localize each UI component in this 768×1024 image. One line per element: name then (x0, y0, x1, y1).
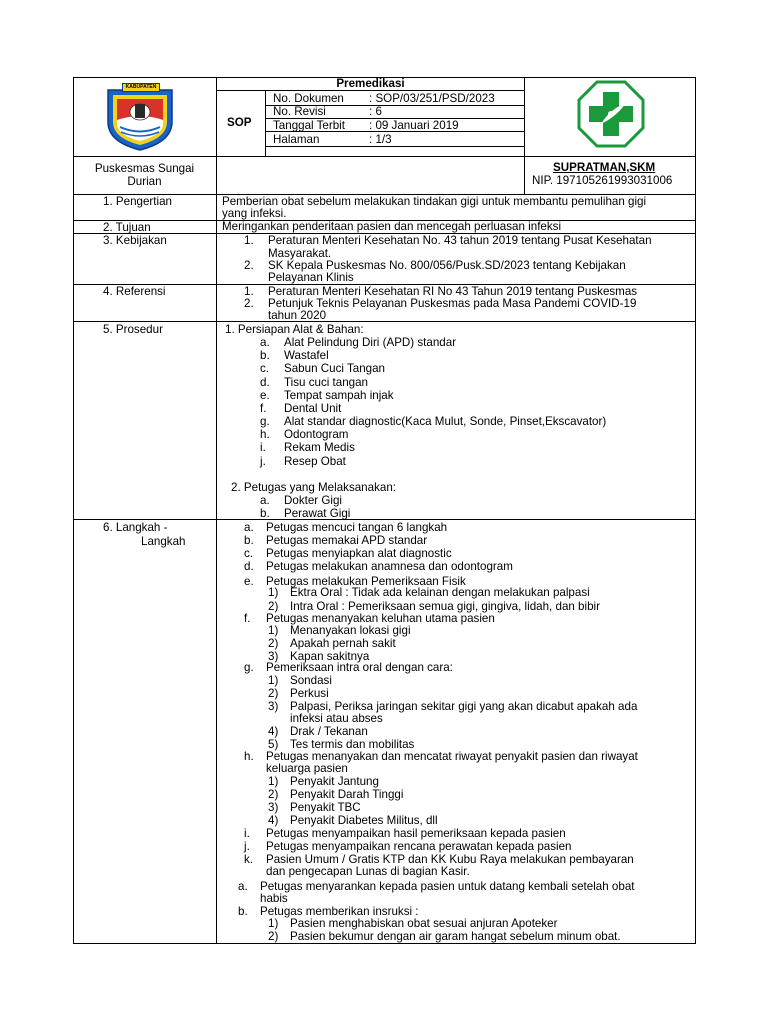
referensi-1-num: 1. (244, 285, 254, 298)
prosedur-item: Alat Pelindung Diri (APD) standar (284, 336, 457, 349)
pengertian-line-1: Pemberian obat sebelum melakukan tindakan gigi untuk membantu pemulihan gigi (222, 195, 647, 208)
langkah-step: Tes termis dan mobilitas (290, 738, 415, 751)
label-prosedur: 5. Prosedur (103, 323, 163, 336)
issue-date-label: Tanggal Terbit (273, 119, 345, 132)
langkah-step: infeksi atau abses (290, 712, 383, 725)
langkah-marker: 5) (268, 738, 279, 751)
referensi-2-line-1: Petunjuk Teknis Pelayanan Puskesmas pada Masa Pandemi COVID-19 (268, 297, 637, 310)
langkah-step: Palpasi, Periksa jaringan sekitar gigi yang akan dicabut apakah ada (290, 700, 638, 713)
langkah-step: Pasien bekumur dengan air garam hangat sebelum minum obat. (290, 930, 621, 943)
langkah-step: Pasien Umum / Gratis KTP dan KK Kubu Raya melakukan pembayaran (266, 853, 634, 866)
prosedur-item: Wastafel (284, 349, 329, 362)
langkah-step: Petugas memakai APD standar (266, 534, 428, 547)
langkah-marker: 1) (268, 917, 279, 930)
langkah-step: Perkusi (290, 687, 329, 700)
doc-number-label: No. Dokumen (273, 92, 344, 105)
prosedur-item-marker: d. (260, 376, 270, 389)
prosedur-item: Rekam Medis (284, 441, 355, 454)
referensi-1-line-1: Peraturan Menteri Kesehatan RI No 43 Tahun 2019 tentang Puskesmas (268, 285, 638, 298)
langkah-step: Petugas melakukan Pemeriksaan Fisik (266, 575, 466, 588)
langkah-step: habis (260, 892, 288, 905)
doc-number-value: : SOP/03/251/PSD/2023 (369, 92, 495, 105)
langkah-step: Drak / Tekanan (290, 725, 368, 738)
langkah-marker: 2) (268, 930, 279, 943)
logo-banner-text: KABUPATEN (122, 83, 160, 92)
kebijakan-1-line-1: Peraturan Menteri Kesehatan No. 43 tahun 2019 tentang Pusat Kesehatan (268, 234, 652, 247)
langkah-marker: g. (244, 661, 254, 674)
row-divider-header (73, 156, 696, 157)
kebijakan-1-num: 1. (244, 234, 254, 247)
prosedur-item-marker: h. (260, 428, 270, 441)
langkah-step: Kapan sakitnya (290, 650, 370, 663)
prosedur-group1-title: 1. Persiapan Alat & Bahan: (225, 323, 364, 336)
kebijakan-2-line-2: Pelayanan Klinis (268, 271, 354, 284)
signer-name: SUPRATMAN,SKM (553, 161, 656, 174)
langkah-marker: a. (238, 880, 248, 893)
langkah-step: Apakah pernah sakit (290, 637, 396, 650)
label-langkah-line1: 6. Langkah - (103, 521, 168, 534)
prosedur-item-marker: j. (260, 455, 266, 468)
prosedur-item-marker: e. (260, 389, 270, 402)
langkah-marker: 4) (268, 814, 279, 827)
referensi-2-line-2: tahun 2020 (268, 309, 327, 322)
prosedur-item-marker: g. (260, 415, 270, 428)
langkah-step: Petugas menanyakan dan mencatat riwayat penyakit pasien dan riwayat (266, 750, 638, 763)
langkah-marker: a. (244, 521, 254, 534)
langkah-step: Petugas menyampaikan hasil pemeriksaan kepada pasien (266, 827, 566, 840)
langkah-marker: b. (244, 534, 254, 547)
langkah-step: Petugas menyarankan kepada pasien untuk datang kembali setelah obat (260, 880, 635, 893)
langkah-marker: i. (244, 827, 250, 840)
prosedur-item: Tempat sampah injak (284, 389, 394, 402)
langkah-step: Pemeriksaan intra oral dengan cara: (266, 661, 453, 674)
pengertian-line-2: yang infeksi. (222, 207, 287, 220)
langkah-marker: h. (244, 750, 254, 763)
petugas-item: Perawat Gigi (284, 507, 351, 520)
prosedur-item-marker: b. (260, 349, 270, 362)
langkah-marker: f. (244, 612, 251, 625)
prosedur-item: Alat standar diagnostic(Kaca Mulut, Sonde, Pinset,Ekscavator) (284, 415, 607, 428)
langkah-step: Penyakit TBC (290, 801, 361, 814)
langkah-marker: 3) (268, 801, 279, 814)
langkah-marker: 1) (268, 674, 279, 687)
langkah-marker: 1) (268, 775, 279, 788)
langkah-marker: 2) (268, 788, 279, 801)
sop-title: Premedikasi (336, 77, 405, 90)
langkah-step: Penyakit Darah Tinggi (290, 788, 404, 801)
label-pengertian: 1. Pengertian (103, 195, 172, 208)
langkah-marker: c. (244, 547, 254, 560)
petugas-item-marker: a. (260, 494, 270, 507)
langkah-step: dan pengecapan Lunas di bagian Kasir. (266, 865, 470, 878)
langkah-step: Petugas melakukan anamnesa dan odontogram (266, 560, 513, 573)
prosedur-item: Tisu cuci tangan (284, 376, 368, 389)
langkah-marker: k. (244, 853, 254, 866)
langkah-step: Petugas menanyakan keluhan utama pasien (266, 612, 495, 625)
unit-name-line1: Puskesmas Sungai (94, 162, 195, 175)
prosedur-item: Dental Unit (284, 402, 342, 415)
sop-label: SOP (227, 116, 252, 129)
issue-date-value: : 09 Januari 2019 (369, 119, 459, 132)
langkah-marker: 2) (268, 600, 279, 613)
row-divider-referensi (73, 321, 696, 322)
langkah-marker: b. (238, 905, 248, 918)
langkah-marker: 1) (268, 624, 279, 637)
langkah-step: Petugas menyampaikan rencana perawatan kepada pasien (266, 840, 572, 853)
prosedur-item-marker: c. (260, 362, 270, 375)
puskesmas-logo (577, 80, 645, 148)
prosedur-item: Odontogram (284, 428, 349, 441)
petugas-item: Dokter Gigi (284, 494, 342, 507)
revision-label: No. Revisi (273, 105, 326, 118)
prosedur-item: Sabun Cuci Tangan (284, 362, 385, 375)
prosedur-group2-title: 2. Petugas yang Melaksanakan: (231, 481, 396, 494)
langkah-step: Petugas menyiapkan alat diagnostic (266, 547, 452, 560)
prosedur-item-marker: a. (260, 336, 270, 349)
table-border-left (73, 77, 74, 944)
district-logo (104, 82, 176, 152)
langkah-marker: j. (244, 840, 250, 853)
langkah-step: Petugas mencuci tangan 6 langkah (266, 521, 448, 534)
signer-nip: NIP. 197105261993031006 (532, 174, 673, 187)
kebijakan-2-num: 2. (244, 259, 254, 272)
label-tujuan: 2. Tujuan (103, 221, 151, 234)
prosedur-item: Resep Obat (284, 455, 346, 468)
langkah-step: Ektra Oral : Tidak ada kelainan dengan melakukan palpasi (290, 586, 590, 599)
prosedur-item-marker: f. (260, 402, 267, 415)
referensi-2-num: 2. (244, 297, 254, 310)
col-divider-logo-right (524, 77, 525, 195)
langkah-step: Petugas memberikan insruksi : (260, 905, 419, 918)
langkah-marker: 4) (268, 725, 279, 738)
langkah-marker: e. (244, 575, 254, 588)
langkah-step: keluarga pasien (266, 762, 348, 775)
row-divider-prosedur (73, 519, 696, 520)
kebijakan-2-line-1: SK Kepala Puskesmas No. 800/056/Pusk.SD/2023 tentang Kebijakan (268, 259, 626, 272)
langkah-step: Pasien menghabiskan obat sesuai anjuran Apoteker (290, 917, 558, 930)
langkah-step: Penyakit Jantung (290, 775, 379, 788)
kebijakan-1-line-2: Masyarakat. (268, 247, 332, 260)
langkah-marker: 2) (268, 687, 279, 700)
col-divider-left (216, 77, 217, 944)
prosedur-item-marker: i. (260, 441, 266, 454)
langkah-marker: 3) (268, 650, 279, 663)
label-kebijakan: 3. Kebijakan (103, 234, 167, 247)
table-border-right (695, 77, 696, 944)
langkah-step: Menanyakan lokasi gigi (290, 624, 411, 637)
page-value: : 1/3 (369, 133, 392, 146)
langkah-marker: d. (244, 560, 254, 573)
label-langkah-line2: Langkah (141, 535, 186, 548)
langkah-step: Sondasi (290, 674, 332, 687)
page-label: Halaman (273, 133, 320, 146)
langkah-marker: 3) (268, 700, 279, 713)
label-referensi: 4. Referensi (103, 285, 166, 298)
langkah-step: Intra Oral : Pemeriksaan semua gigi, gingiva, lidah, dan bibir (290, 600, 600, 613)
langkah-marker: 1) (268, 586, 279, 599)
petugas-item-marker: b. (260, 507, 270, 520)
unit-name-line2: Durian (127, 175, 162, 188)
revision-value: : 6 (369, 105, 382, 118)
langkah-step: Penyakit Diabetes Militus, dll (290, 814, 438, 827)
langkah-marker: 2) (268, 637, 279, 650)
tujuan-text: Meringankan penderitaan pasien dan mencegah perluasan infeksi (222, 220, 562, 233)
